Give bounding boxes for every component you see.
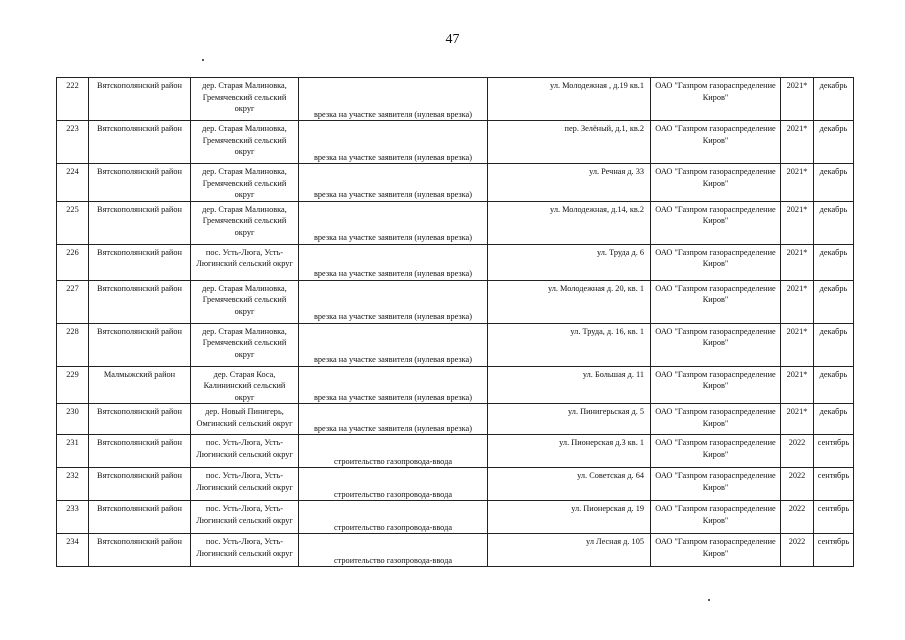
district-cell: Вятскополянский район (89, 534, 191, 567)
month-cell: декабрь (814, 244, 854, 280)
locality-cell: дер. Старая Малиновка, Гремячевский сельский округ (191, 78, 299, 121)
month-cell: сентябрь (814, 534, 854, 567)
address-cell: ул Лесная д. 105 (488, 534, 651, 567)
work-type-cell: строительство газопровода-ввода (299, 501, 488, 534)
organization-cell: ОАО "Газпром газораспределение Киров" (651, 468, 781, 501)
year-cell: 2021* (781, 366, 814, 404)
locality-cell: дер. Старая Малиновка, Гремячевский сельский округ (191, 201, 299, 244)
row-number: 232 (57, 468, 89, 501)
table-body (57, 78, 854, 567)
address-cell: ул. Пионерская д. 19 (488, 501, 651, 534)
address-cell: пер. Зелёный, д.1, кв.2 (488, 121, 651, 164)
district-cell: Вятскополянский район (89, 323, 191, 366)
district-cell: Вятскополянский район (89, 78, 191, 121)
row-number: 231 (57, 435, 89, 468)
locality-cell: дер. Новый Пинигерь, Омгинский сельский округ (191, 404, 299, 435)
row-number: 222 (57, 78, 89, 121)
organization-cell: ОАО "Газпром газораспределение Киров" (651, 121, 781, 164)
district-cell: Вятскополянский район (89, 501, 191, 534)
table-row (57, 164, 854, 202)
month-cell: декабрь (814, 121, 854, 164)
page-number: 47 (445, 32, 460, 47)
work-type-cell: врезка на участке заявителя (нулевая врезка) (299, 404, 488, 435)
work-type-cell: врезка на участке заявителя (нулевая врезка) (299, 244, 488, 280)
address-cell: ул. Речная д. 33 (488, 164, 651, 202)
year-cell: 2021* (781, 78, 814, 121)
organization-cell: ОАО "Газпром газораспределение Киров" (651, 78, 781, 121)
organization-cell: ОАО "Газпром газораспределение Киров" (651, 280, 781, 323)
organization-cell: ОАО "Газпром газораспределение Киров" (651, 366, 781, 404)
table-row (57, 78, 854, 121)
address-cell: ул. Молодежная , д.19 кв.1 (488, 78, 651, 121)
month-cell: декабрь (814, 78, 854, 121)
table-row (57, 501, 854, 534)
table-row (57, 435, 854, 468)
address-cell: ул. Пионерская д.3 кв. 1 (488, 435, 651, 468)
table-row (57, 244, 854, 280)
locality-cell: пос. Усть-Люга, Усть-Люгинский сельский округ (191, 468, 299, 501)
locality-cell: пос. Усть-Люга, Усть-Люгинский сельский округ (191, 534, 299, 567)
address-cell: ул. Пинигерьская д. 5 (488, 404, 651, 435)
row-number: 234 (57, 534, 89, 567)
month-cell: декабрь (814, 164, 854, 202)
row-number: 229 (57, 366, 89, 404)
table-row (57, 121, 854, 164)
month-cell: декабрь (814, 323, 854, 366)
work-type-cell: строительство газопровода-ввода (299, 534, 488, 567)
organization-cell: ОАО "Газпром газораспределение Киров" (651, 404, 781, 435)
year-cell: 2022 (781, 501, 814, 534)
organization-cell: ОАО "Газпром газораспределение Киров" (651, 501, 781, 534)
district-cell: Вятскополянский район (89, 201, 191, 244)
address-cell: ул. Труда д. 6 (488, 244, 651, 280)
work-type-cell: строительство газопровода-ввода (299, 468, 488, 501)
year-cell: 2022 (781, 435, 814, 468)
organization-cell: ОАО "Газпром газораспределение Киров" (651, 164, 781, 202)
work-type-cell: врезка на участке заявителя (нулевая врезка) (299, 280, 488, 323)
row-number: 230 (57, 404, 89, 435)
locality-cell: пос. Усть-Люга, Усть-Люгинский сельский округ (191, 244, 299, 280)
locality-cell: дер. Старая Малиновка, Гремячевский сельский округ (191, 280, 299, 323)
work-type-cell: строительство газопровода-ввода (299, 435, 488, 468)
work-type-cell: врезка на участке заявителя (нулевая врезка) (299, 121, 488, 164)
table-row (57, 468, 854, 501)
month-cell: сентябрь (814, 435, 854, 468)
month-cell: декабрь (814, 366, 854, 404)
year-cell: 2021* (781, 280, 814, 323)
year-cell: 2021* (781, 164, 814, 202)
district-cell: Вятскополянский район (89, 280, 191, 323)
table-row (57, 201, 854, 244)
district-cell: Вятскополянский район (89, 468, 191, 501)
table-row (57, 366, 854, 404)
work-type-cell: врезка на участке заявителя (нулевая врезка) (299, 201, 488, 244)
organization-cell: ОАО "Газпром газораспределение Киров" (651, 244, 781, 280)
month-cell: декабрь (814, 404, 854, 435)
row-number: 224 (57, 164, 89, 202)
month-cell: сентябрь (814, 468, 854, 501)
locality-cell: дер. Старая Малиновка, Гремячевский сельский округ (191, 121, 299, 164)
locality-cell: пос. Усть-Люга, Усть-Люгинский сельский округ (191, 435, 299, 468)
registry-table (56, 77, 854, 567)
row-number: 233 (57, 501, 89, 534)
work-type-cell: врезка на участке заявителя (нулевая врезка) (299, 323, 488, 366)
table-row (57, 323, 854, 366)
address-cell: ул. Труда, д. 16, кв. 1 (488, 323, 651, 366)
address-cell: ул. Большая д. 11 (488, 366, 651, 404)
locality-cell: дер. Старая Коса, Калининский сельский округ (191, 366, 299, 404)
year-cell: 2021* (781, 201, 814, 244)
month-cell: декабрь (814, 280, 854, 323)
scan-speck-top (202, 59, 204, 61)
row-number: 223 (57, 121, 89, 164)
district-cell: Вятскополянский район (89, 244, 191, 280)
organization-cell: ОАО "Газпром газораспределение Киров" (651, 435, 781, 468)
scan-speck-bottom (708, 599, 710, 601)
row-number: 226 (57, 244, 89, 280)
year-cell: 2022 (781, 468, 814, 501)
organization-cell: ОАО "Газпром газораспределение Киров" (651, 201, 781, 244)
district-cell: Вятскополянский район (89, 435, 191, 468)
district-cell: Малмыжский район (89, 366, 191, 404)
row-number: 228 (57, 323, 89, 366)
locality-cell: дер. Старая Малиновка, Гремячевский сельский округ (191, 164, 299, 202)
address-cell: ул. Молодежная, д.14, кв.2 (488, 201, 651, 244)
locality-cell: дер. Старая Малиновка, Гремячевский сельский округ (191, 323, 299, 366)
year-cell: 2021* (781, 121, 814, 164)
address-cell: ул. Молодежная д. 20, кв. 1 (488, 280, 651, 323)
year-cell: 2021* (781, 323, 814, 366)
district-cell: Вятскополянский район (89, 164, 191, 202)
row-number: 227 (57, 280, 89, 323)
locality-cell: пос. Усть-Люга, Усть-Люгинский сельский округ (191, 501, 299, 534)
organization-cell: ОАО "Газпром газораспределение Киров" (651, 534, 781, 567)
work-type-cell: врезка на участке заявителя (нулевая врезка) (299, 366, 488, 404)
year-cell: 2021* (781, 244, 814, 280)
table-row (57, 404, 854, 435)
year-cell: 2021* (781, 404, 814, 435)
organization-cell: ОАО "Газпром газораспределение Киров" (651, 323, 781, 366)
address-cell: ул. Советская д. 64 (488, 468, 651, 501)
table-row (57, 280, 854, 323)
month-cell: декабрь (814, 201, 854, 244)
work-type-cell: врезка на участке заявителя (нулевая врезка) (299, 164, 488, 202)
row-number: 225 (57, 201, 89, 244)
month-cell: сентябрь (814, 501, 854, 534)
year-cell: 2022 (781, 534, 814, 567)
district-cell: Вятскополянский район (89, 404, 191, 435)
table-row (57, 534, 854, 567)
district-cell: Вятскополянский район (89, 121, 191, 164)
work-type-cell: врезка на участке заявителя (нулевая врезка) (299, 78, 488, 121)
